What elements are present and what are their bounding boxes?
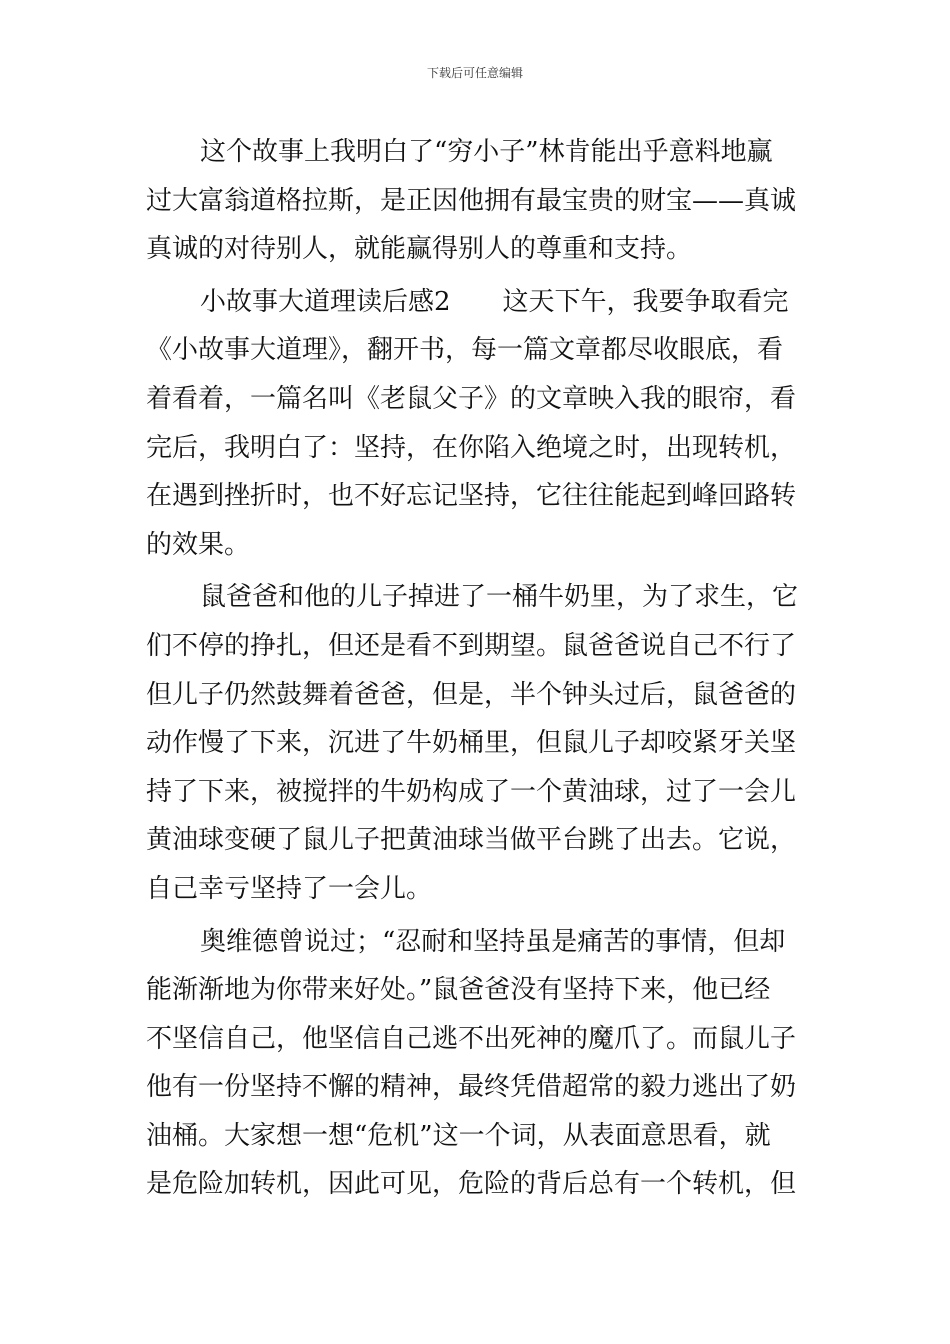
text-line: 动作慢了下来，沉进了牛奶桶里，但鼠儿子却咬紧牙关坚 <box>146 728 797 759</box>
paragraph-2 <box>146 278 810 570</box>
text-line: 是危险加转机，因此可见，危险的背后总有一个转机，但 <box>146 1169 797 1200</box>
paragraph-3 <box>146 573 810 913</box>
text-line: 《小故事大道理》，翻开书，每一篇文章都尽收眼底，看 <box>146 335 784 366</box>
text-line: 真诚的对待别人，就能赢得别人的尊重和支持。 <box>146 234 693 265</box>
text-line: 油桶。大家想一想“危机”这一个词，从表面意思看，就 <box>146 1120 771 1151</box>
paragraph-4 <box>146 918 810 1210</box>
text-line: 过大富翁道格拉斯，是正因他拥有最宝贵的财宝——真诚 <box>146 185 797 216</box>
text-line: 小故事大道理读后感2 这天下午，我要争取看完 <box>200 286 789 317</box>
text-line: 奥维德曾说过；“忍耐和坚持虽是痛苦的事情，但却 <box>200 926 786 957</box>
text-line: 不坚信自己，他坚信自己逃不出死神的魔爪了。而鼠儿子 <box>146 1023 797 1054</box>
text-line: 他有一份坚持不懈的精神，最终凭借超常的毅力逃出了奶 <box>146 1072 797 1103</box>
text-line: 鼠爸爸和他的儿子掉进了一桶牛奶里，为了求生，它 <box>200 582 799 613</box>
text-line: 黄油球变硬了鼠儿子把黄油球当做平台跳了出去。它说， <box>146 825 797 856</box>
text-line: 在遇到挫折时，也不好忘记坚持，它往往能起到峰回路转 <box>146 481 797 512</box>
page-header: 下载后可任意编辑 <box>426 66 523 80</box>
text-line: 但儿子仍然鼓舞着爸爸，但是，半个钟头过后，鼠爸爸的 <box>146 679 797 710</box>
text-line: 能渐渐地为你带来好处。”鼠爸爸没有坚持下来，他已经 <box>146 975 771 1006</box>
text-line: 自己幸亏坚持了一会儿。 <box>146 873 433 904</box>
text-line: 的效果。 <box>146 529 251 560</box>
text-line: 们不停的挣扎，但还是看不到期望。鼠爸爸说自己不行了 <box>146 630 797 661</box>
paragraph-1 <box>146 128 810 274</box>
document-body <box>146 128 810 1209</box>
text-line: 这个故事上我明白了“穷小子”林肯能出乎意料地赢 <box>200 137 773 167</box>
text-line: 完后，我明白了：坚持，在你陷入绝境之时，出现转机， <box>146 432 797 463</box>
text-line: 着看着，一篇名叫《老鼠父子》的文章映入我的眼帘，看 <box>146 383 797 414</box>
text-line: 持了下来，被搅拌的牛奶构成了一个黄油球，过了一会儿 <box>146 776 797 807</box>
